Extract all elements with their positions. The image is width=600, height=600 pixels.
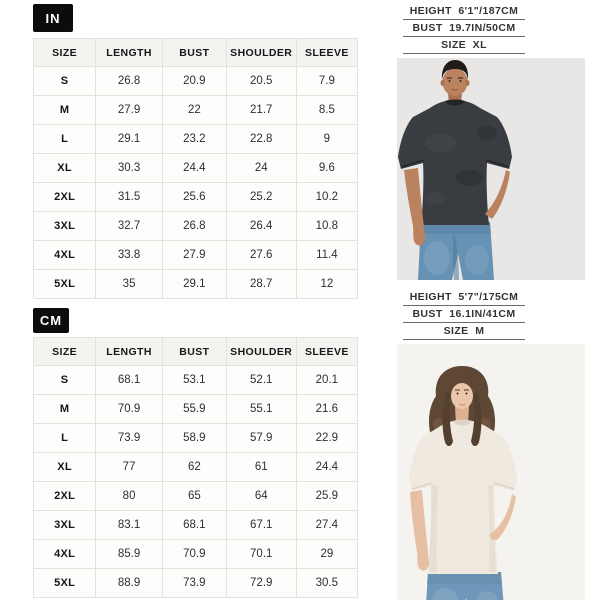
size-cell: 3XL [34, 212, 96, 241]
value-cell: 20.5 [226, 67, 296, 96]
column-header-length: LENGTH [96, 338, 163, 366]
size-table-centimeters [33, 337, 358, 598]
column-header-sleeve: SLEEVE [296, 338, 357, 366]
value-cell: 70.9 [96, 395, 163, 424]
value-cell: 27.9 [162, 241, 226, 270]
value-cell: 10.2 [296, 183, 357, 212]
table-body-centimeters [34, 366, 358, 598]
table-row [34, 540, 358, 569]
size-table-inches [33, 38, 358, 299]
value-cell: 22.8 [226, 125, 296, 154]
size-tables-column [33, 0, 358, 598]
value-cell: 25.6 [162, 183, 226, 212]
size-cell: S [34, 366, 96, 395]
value-cell: 68.1 [162, 511, 226, 540]
value-cell: 12 [296, 270, 357, 299]
unit-badge-cm: CM [33, 308, 69, 333]
table-header-row [34, 338, 358, 366]
size-cell: XL [34, 154, 96, 183]
size-cell: L [34, 125, 96, 154]
table-row [34, 241, 358, 270]
value-cell: 65 [162, 482, 226, 511]
size-cell: XL [34, 453, 96, 482]
female-size-label: SIZE M [403, 324, 525, 340]
table-row [34, 96, 358, 125]
value-cell: 72.9 [226, 569, 296, 598]
table-row [34, 125, 358, 154]
value-cell: 11.4 [296, 241, 357, 270]
value-cell: 21.7 [226, 96, 296, 125]
value-cell: 85.9 [96, 540, 163, 569]
value-cell: 68.1 [96, 366, 163, 395]
value-cell: 10.8 [296, 212, 357, 241]
column-header-sleeve: SLEEVE [296, 39, 357, 67]
value-cell: 25.2 [226, 183, 296, 212]
value-cell: 24.4 [162, 154, 226, 183]
table-row [34, 482, 358, 511]
value-cell: 23.2 [162, 125, 226, 154]
value-cell: 61 [226, 453, 296, 482]
column-header-bust: BUST [162, 338, 226, 366]
value-cell: 29 [296, 540, 357, 569]
value-cell: 20.9 [162, 67, 226, 96]
value-cell: 21.6 [296, 395, 357, 424]
table-row [34, 270, 358, 299]
value-cell: 27.9 [96, 96, 163, 125]
value-cell: 31.5 [96, 183, 163, 212]
male-bust-label: BUST 19.7IN/50CM [403, 21, 525, 37]
value-cell: 24 [226, 154, 296, 183]
size-cell: 5XL [34, 270, 96, 299]
value-cell: 70.9 [162, 540, 226, 569]
unit-badge-in: IN [33, 4, 73, 32]
table-row [34, 511, 358, 540]
size-cell: L [34, 424, 96, 453]
value-cell: 26.4 [226, 212, 296, 241]
value-cell: 29.1 [96, 125, 163, 154]
table-row [34, 395, 358, 424]
size-cell: 2XL [34, 183, 96, 212]
value-cell: 57.9 [226, 424, 296, 453]
size-cell: M [34, 96, 96, 125]
table-row [34, 453, 358, 482]
value-cell: 7.9 [296, 67, 357, 96]
value-cell: 55.1 [226, 395, 296, 424]
value-cell: 27.4 [296, 511, 357, 540]
value-cell: 22 [162, 96, 226, 125]
value-cell: 53.1 [162, 366, 226, 395]
value-cell: 33.8 [96, 241, 163, 270]
value-cell: 8.5 [296, 96, 357, 125]
column-header-size: SIZE [34, 338, 96, 366]
size-cell: S [34, 67, 96, 96]
size-cell: 3XL [34, 511, 96, 540]
value-cell: 22.9 [296, 424, 357, 453]
value-cell: 35 [96, 270, 163, 299]
model-photo-male [397, 58, 585, 280]
value-cell: 30.5 [296, 569, 357, 598]
value-cell: 73.9 [96, 424, 163, 453]
column-header-bust: BUST [162, 39, 226, 67]
female-bust-label: BUST 16.1IN/41CM [403, 307, 525, 323]
value-cell: 64 [226, 482, 296, 511]
value-cell: 73.9 [162, 569, 226, 598]
value-cell: 30.3 [96, 154, 163, 183]
model-specs-female [403, 290, 525, 340]
size-cell: 4XL [34, 241, 96, 270]
female-model-illustration [397, 344, 585, 600]
size-cell: 2XL [34, 482, 96, 511]
table-row [34, 183, 358, 212]
table-row [34, 366, 358, 395]
model-specs-male [403, 4, 525, 54]
size-cell: 5XL [34, 569, 96, 598]
value-cell: 25.9 [296, 482, 357, 511]
column-header-length: LENGTH [96, 39, 163, 67]
value-cell: 27.6 [226, 241, 296, 270]
male-size-label: SIZE XL [403, 38, 525, 54]
value-cell: 20.1 [296, 366, 357, 395]
table-row [34, 569, 358, 598]
male-model-illustration [397, 58, 585, 280]
value-cell: 32.7 [96, 212, 163, 241]
model-photo-female [397, 344, 585, 600]
table-row [34, 424, 358, 453]
value-cell: 62 [162, 453, 226, 482]
table-row [34, 212, 358, 241]
size-cell: 4XL [34, 540, 96, 569]
female-height-label: HEIGHT 5'7"/175CM [403, 290, 525, 306]
value-cell: 88.9 [96, 569, 163, 598]
model-photos-column [397, 0, 585, 600]
table-header-row [34, 39, 358, 67]
value-cell: 52.1 [226, 366, 296, 395]
column-header-size: SIZE [34, 39, 96, 67]
column-header-shoulder: SHOULDER [226, 39, 296, 67]
value-cell: 80 [96, 482, 163, 511]
value-cell: 58.9 [162, 424, 226, 453]
value-cell: 9.6 [296, 154, 357, 183]
value-cell: 9 [296, 125, 357, 154]
value-cell: 28.7 [226, 270, 296, 299]
size-cell: M [34, 395, 96, 424]
value-cell: 55.9 [162, 395, 226, 424]
value-cell: 24.4 [296, 453, 357, 482]
value-cell: 83.1 [96, 511, 163, 540]
value-cell: 26.8 [96, 67, 163, 96]
value-cell: 29.1 [162, 270, 226, 299]
value-cell: 67.1 [226, 511, 296, 540]
column-header-shoulder: SHOULDER [226, 338, 296, 366]
value-cell: 26.8 [162, 212, 226, 241]
table-body-inches [34, 67, 358, 299]
table-row [34, 67, 358, 96]
male-height-label: HEIGHT 6'1"/187CM [403, 4, 525, 20]
value-cell: 77 [96, 453, 163, 482]
table-row [34, 154, 358, 183]
value-cell: 70.1 [226, 540, 296, 569]
